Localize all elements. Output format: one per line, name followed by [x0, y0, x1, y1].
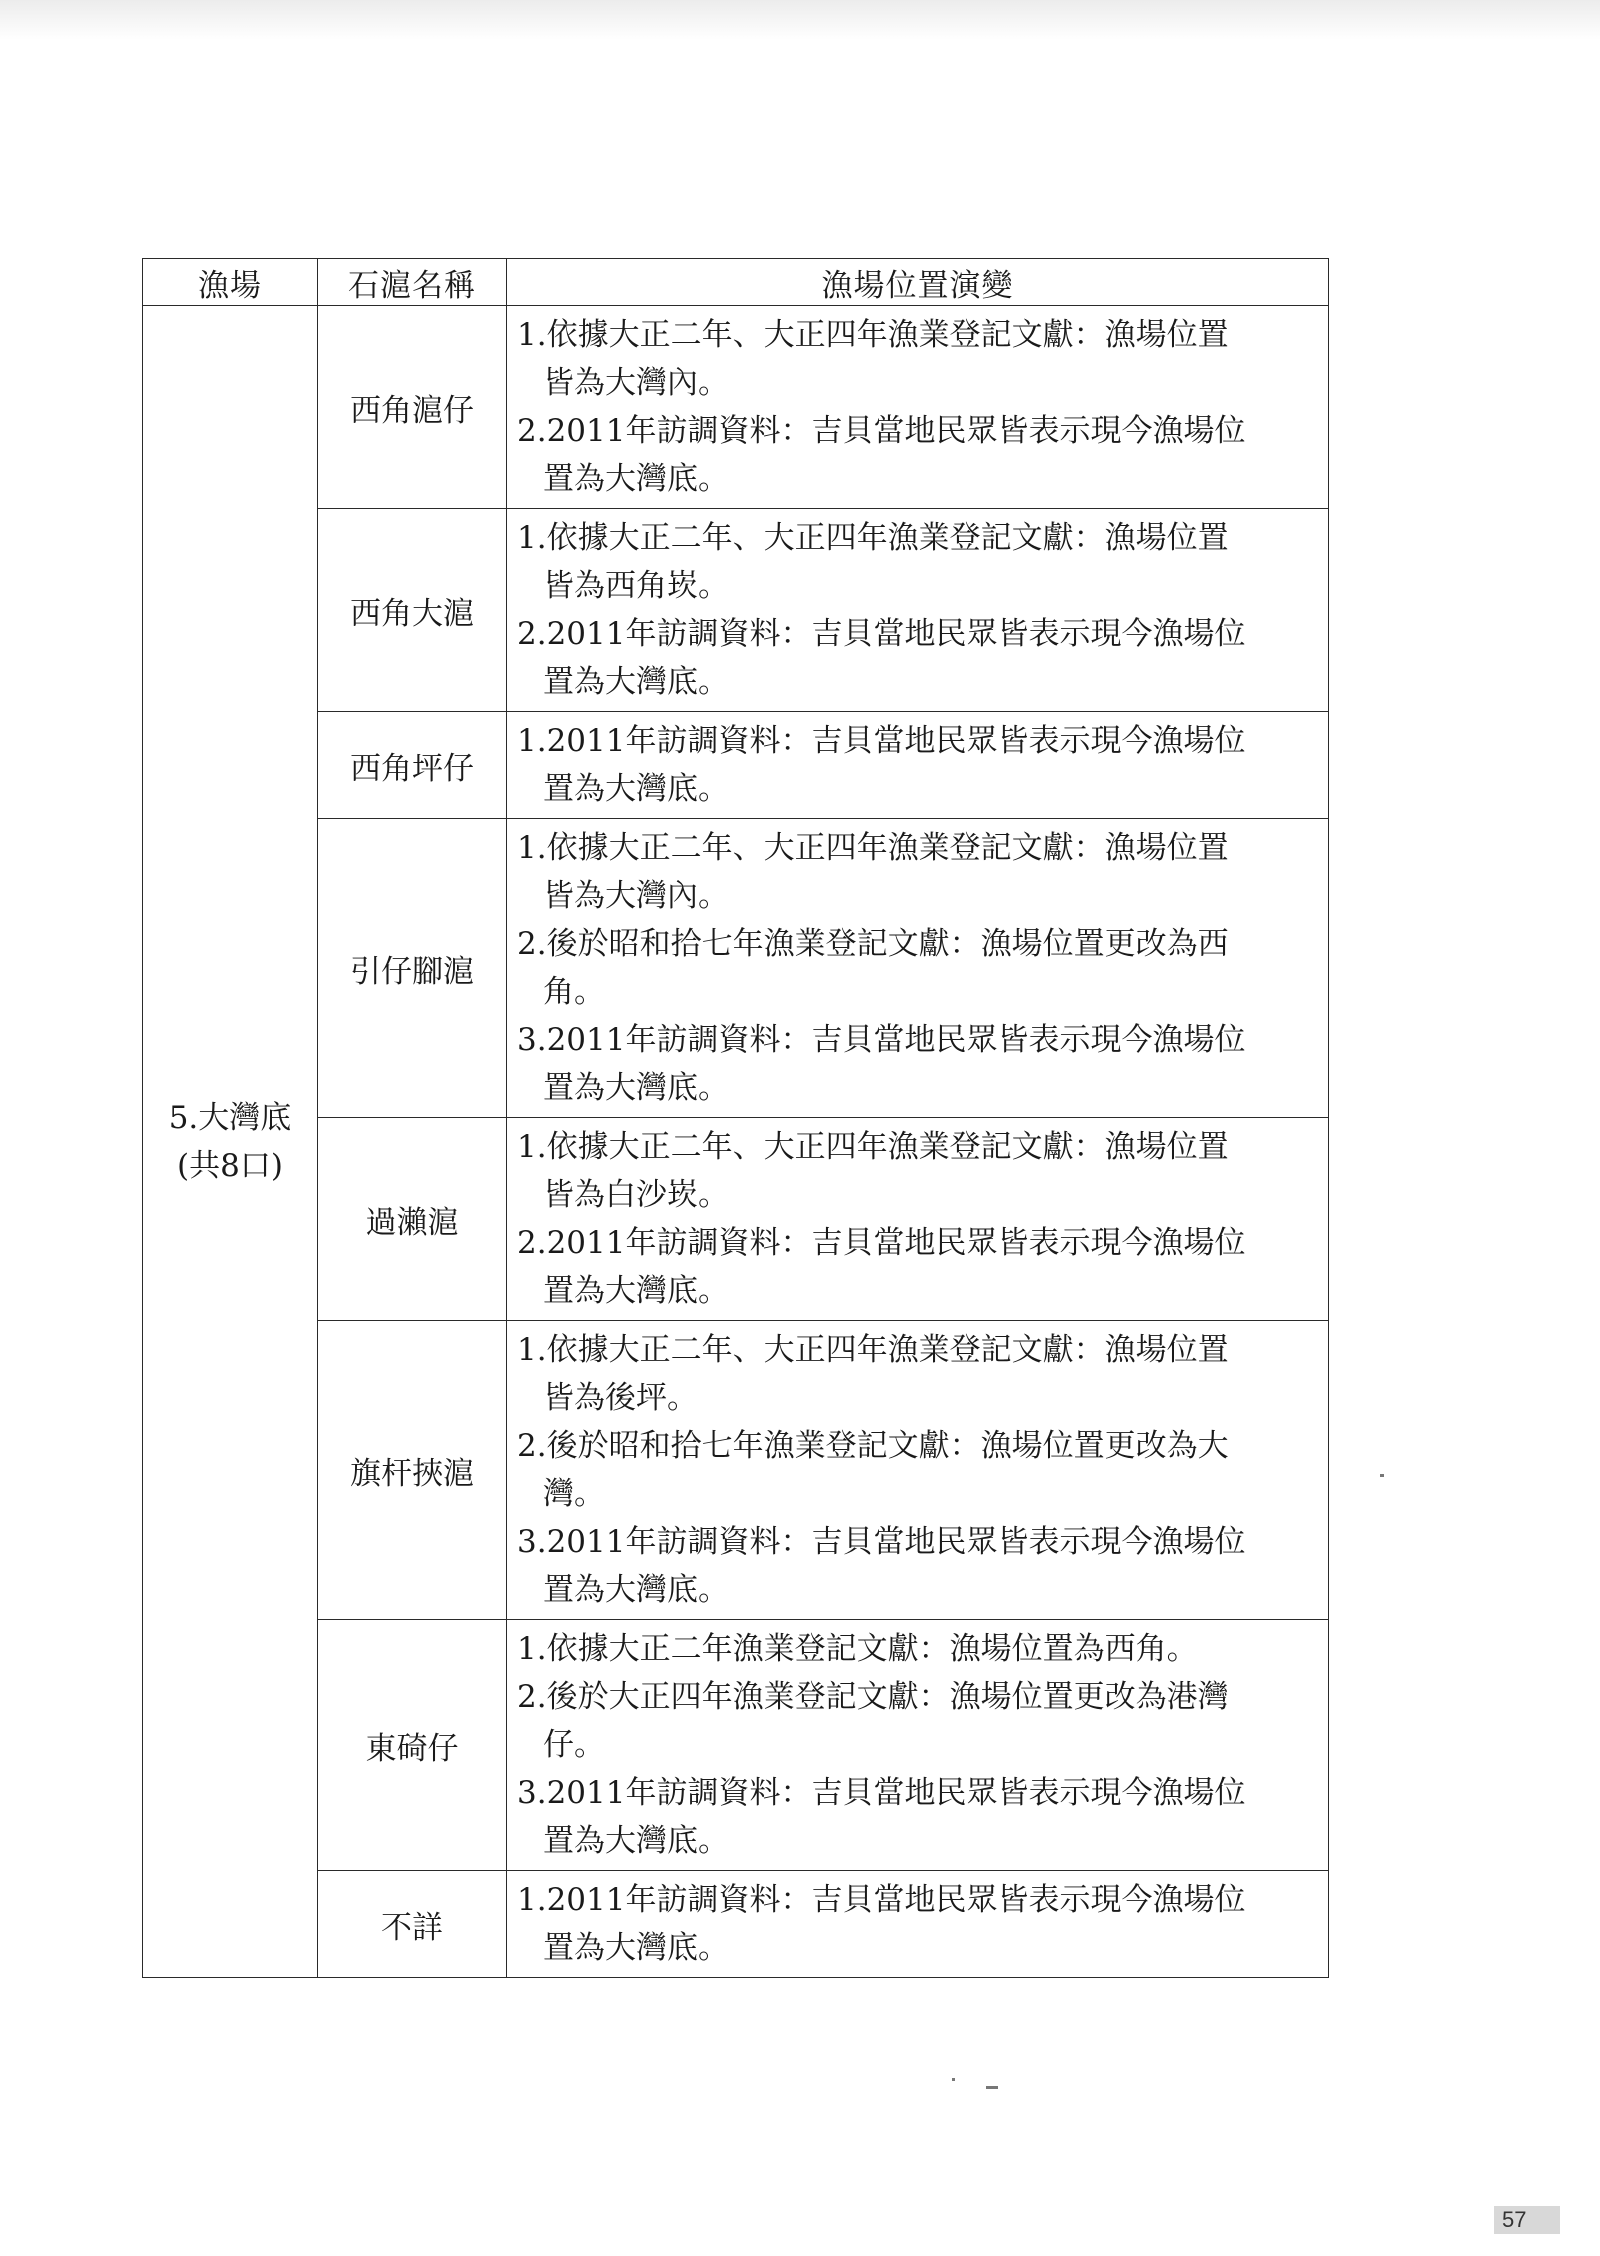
- evolution-cell: [507, 712, 1329, 819]
- evolution-item: 1.依據大正二年、大正四年漁業登記文獻：漁場位置 皆為大灣內。: [517, 830, 1229, 914]
- header-location-evolution: 漁場位置演變: [507, 259, 1329, 306]
- evolution-cell: [507, 1321, 1329, 1620]
- table-row: [143, 1871, 1329, 1978]
- evolution-cell: [507, 509, 1329, 712]
- weir-name: 西角坪仔: [318, 712, 507, 819]
- scan-shadow: [0, 0, 1600, 40]
- weir-name: 不詳: [318, 1871, 507, 1978]
- evolution-item: 3.2011年訪調資料：吉貝當地民眾皆表示現今漁場位 置為大灣底。: [517, 1022, 1246, 1106]
- evolution-item: 1.依據大正二年、大正四年漁業登記文獻：漁場位置 皆為西角崁。: [517, 520, 1229, 604]
- evolution-item: 1.依據大正二年、大正四年漁業登記文獻：漁場位置 皆為大灣內。: [517, 317, 1229, 401]
- weir-name: 西角大滬: [318, 509, 507, 712]
- table-row: [143, 819, 1329, 1118]
- evolution-item: 1.2011年訪調資料：吉貝當地民眾皆表示現今漁場位 置為大灣底。: [517, 723, 1246, 807]
- evolution-cell: [507, 1871, 1329, 1978]
- header-weir-name: 石滬名稱: [318, 259, 507, 306]
- table-row: [143, 1321, 1329, 1620]
- evolution-item: 1.2011年訪調資料：吉貝當地民眾皆表示現今漁場位 置為大灣底。: [517, 1882, 1246, 1966]
- table-row: [143, 1620, 1329, 1871]
- evolution-item: 1.依據大正二年、大正四年漁業登記文獻：漁場位置 皆為白沙崁。: [517, 1129, 1229, 1213]
- evolution-cell: [507, 1620, 1329, 1871]
- weir-name: 東碕仔: [318, 1620, 507, 1871]
- scan-speck: [1380, 1474, 1384, 1477]
- evolution-item: 3.2011年訪調資料：吉貝當地民眾皆表示現今漁場位 置為大灣底。: [517, 1775, 1246, 1859]
- weir-name: 旗杆挾滬: [318, 1321, 507, 1620]
- evolution-item: 2.2011年訪調資料：吉貝當地民眾皆表示現今漁場位 置為大灣底。: [517, 413, 1246, 497]
- table-row: [143, 712, 1329, 819]
- evolution-item: 2.2011年訪調資料：吉貝當地民眾皆表示現今漁場位 置為大灣底。: [517, 616, 1246, 700]
- weir-name: 引仔腳滬: [318, 819, 507, 1118]
- weir-name: 西角滬仔: [318, 306, 507, 509]
- evolution-item: 1.依據大正二年漁業登記文獻：漁場位置為西角。: [517, 1631, 1198, 1667]
- fishing-ground-cell: [143, 306, 318, 1978]
- evolution-item: 2.後於昭和拾七年漁業登記文獻：漁場位置更改為大 灣。: [517, 1428, 1229, 1512]
- scan-speck: [952, 2078, 955, 2081]
- header-fishing-ground: 漁場: [143, 259, 318, 306]
- table-row: [143, 509, 1329, 712]
- evolution-item: 1.依據大正二年、大正四年漁業登記文獻：漁場位置 皆為後坪。: [517, 1332, 1229, 1416]
- evolution-item: 2.後於大正四年漁業登記文獻：漁場位置更改為港灣 仔。: [517, 1679, 1229, 1763]
- fishing-ground-table: [142, 258, 1329, 1978]
- table-row: [143, 1118, 1329, 1321]
- evolution-cell: [507, 306, 1329, 509]
- weir-name: 過瀨滬: [318, 1118, 507, 1321]
- evolution-cell: [507, 1118, 1329, 1321]
- evolution-item: 3.2011年訪調資料：吉貝當地民眾皆表示現今漁場位 置為大灣底。: [517, 1524, 1246, 1608]
- page-number: 57: [1494, 2206, 1560, 2234]
- table-header-row: [143, 259, 1329, 306]
- evolution-item: 2.後於昭和拾七年漁業登記文獻：漁場位置更改為西 角。: [517, 926, 1229, 1010]
- evolution-item: 2.2011年訪調資料：吉貝當地民眾皆表示現今漁場位 置為大灣底。: [517, 1225, 1246, 1309]
- fishing-ground-name: 5.大灣底: [168, 1099, 292, 1136]
- scan-speck: [986, 2086, 998, 2089]
- evolution-cell: [507, 819, 1329, 1118]
- table-row: [143, 306, 1329, 509]
- fishing-ground-count: (共8口): [177, 1147, 283, 1184]
